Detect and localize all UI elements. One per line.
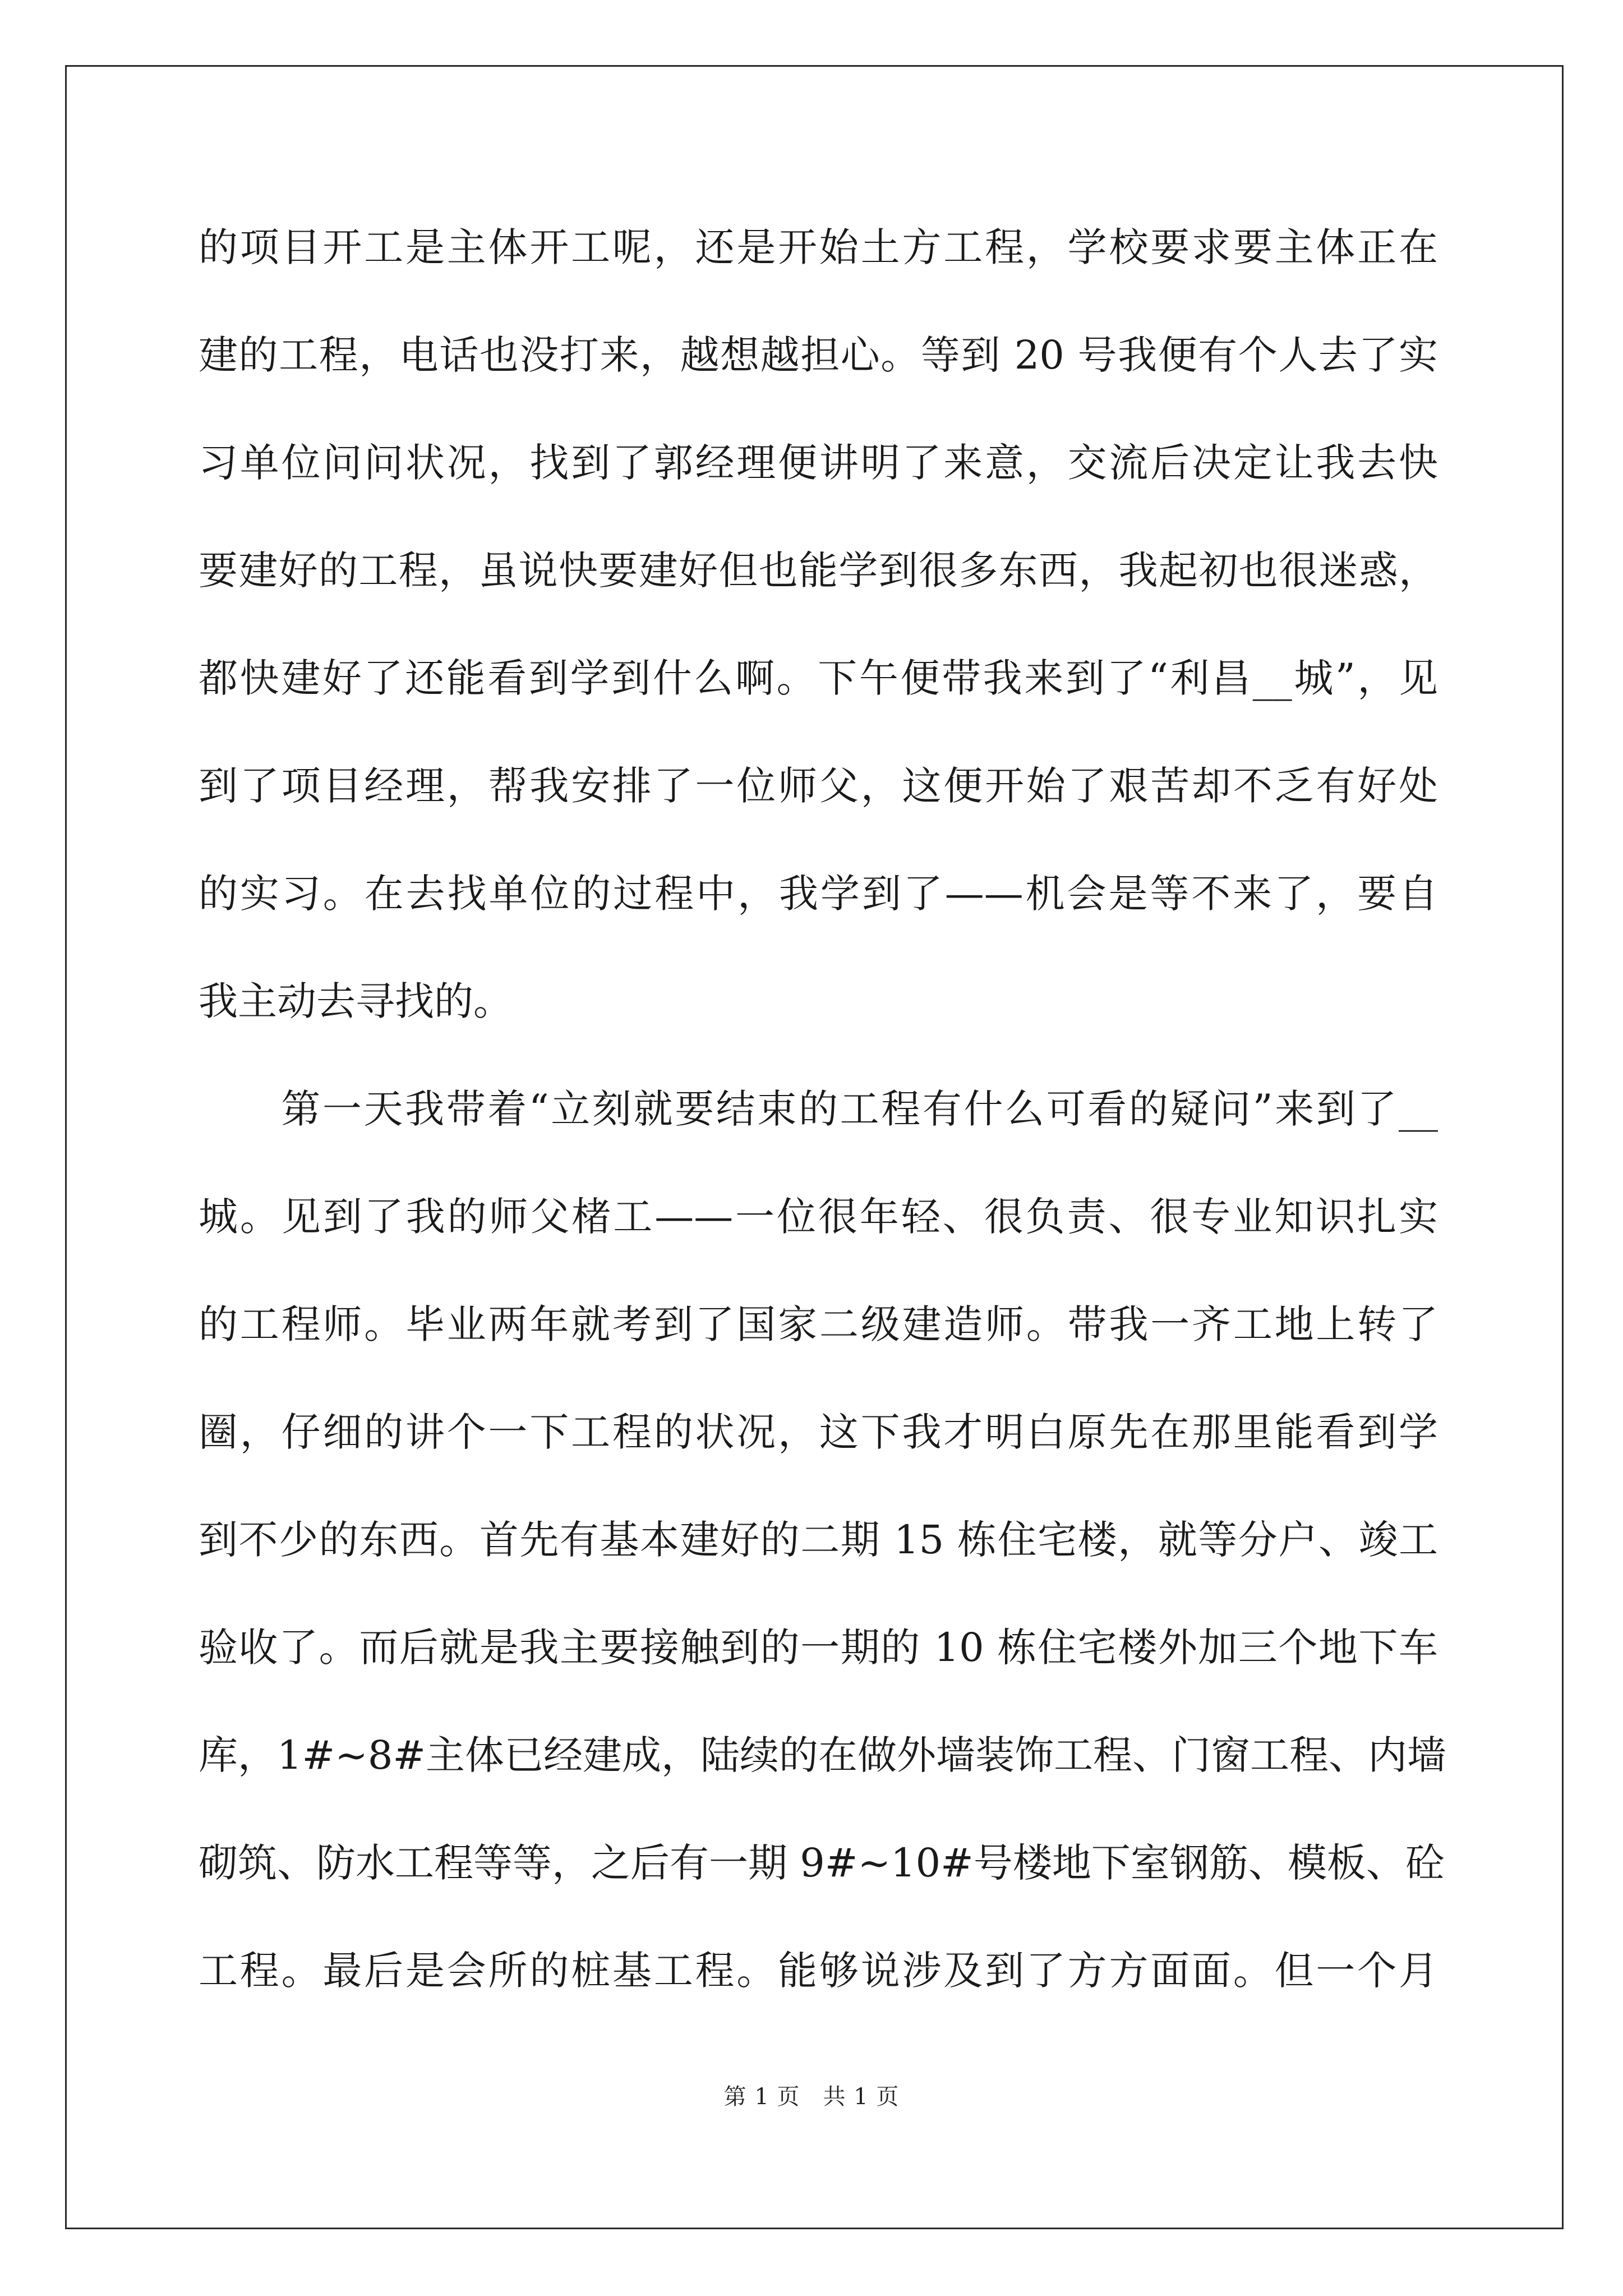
page-footer: 第 1 页 共 1 页 [723, 2084, 900, 2110]
text-line: 验收了。而后就是我主要接触到的一期的 10 栋住宅楼外加三个地下车 [199, 1625, 1438, 1671]
text-line: 库，1#~8#主体已经建成，陆续的在做外墙装饰工程、门窗工程、内墙 [199, 1732, 1447, 1778]
text-line: 砌筑、防水工程等等，之后有一期 9#~10#号楼地下室钢筋、模板、砼 [199, 1840, 1445, 1886]
text-line: 习单位问问状况，找到了郭经理便讲明了来意，交流后决定让我去快 [199, 440, 1438, 486]
paragraph-1 [199, 217, 1438, 1078]
text-line: 要建好的工程，虽说快要建好但也能学到很多东西，我起初也很迷惑， [199, 547, 1438, 593]
text-line: 工程。最后是会所的桩基工程。能够说涉及到了方方面面。但一个月 [199, 1948, 1438, 1994]
text-line: 到了项目经理，帮我安排了一位师父，这便开始了艰苦却不乏有好处 [199, 763, 1438, 809]
text-line: 建的工程，电话也没打来，越想越担心。等到 20 号我便有个人去了实 [199, 332, 1438, 378]
paragraph-2 [199, 1078, 1447, 2047]
text-line: 的工程师。毕业两年就考到了国家二级建造师。带我一齐工地上转了 [199, 1301, 1438, 1347]
text-line: 圈，仔细的讲个一下工程的状况，这下我才明白原先在那里能看到学 [199, 1409, 1438, 1455]
text-line: 我主动去寻找的。 [199, 978, 513, 1024]
text-line: 的实习。在去找单位的过程中，我学到了——机会是等不来了，要自 [199, 871, 1438, 917]
text-line: 第一天我带着“立刻就要结束的工程有什么可看的疑问”来到了__ [199, 1086, 1438, 1132]
text-line: 到不少的东西。首先有基本建好的二期 15 栋住宅楼，就等分户、竣工 [199, 1517, 1438, 1563]
text-line: 的项目开工是主体开工呢，还是开始土方工程，学校要求要主体正在 [199, 224, 1438, 270]
text-line: 城。见到了我的师父楮工——一位很年轻、很负责、很专业知识扎实 [199, 1194, 1438, 1240]
text-line: 都快建好了还能看到学到什么啊。下午便带我来到了“利昌__城”，见 [199, 655, 1438, 701]
document-body [199, 217, 1447, 2047]
